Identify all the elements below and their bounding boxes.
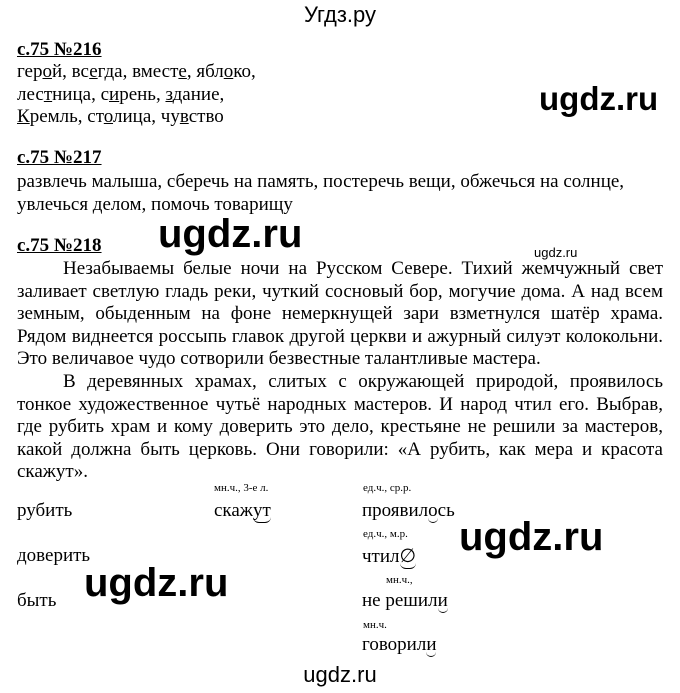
task-217-line-1: развлечь малыша, сберечь на память, постеречь вещи, обжечься на солнце, <box>17 171 625 192</box>
task-218-heading: с.75 №218 <box>17 235 102 256</box>
grammar-note: мн.ч., 3-е л. <box>214 482 269 494</box>
ending-mark: и <box>426 634 437 655</box>
analysis-verb: доверить <box>17 545 91 566</box>
ending-mark: и <box>437 590 448 611</box>
watermark: ugdz.ru <box>539 80 659 117</box>
analysis-form: чтил∅ <box>362 546 417 567</box>
analysis-form: не решили <box>362 590 448 611</box>
task-216-heading: с.75 №216 <box>17 39 102 60</box>
grammar-note: ед.ч., ср.р. <box>363 482 412 494</box>
task-217-line-2: увлечься делом, помочь товарищу <box>17 194 293 215</box>
task-218-paragraph-2: В деревянных храмах, слитых с окружающей природой, проявилось тонкое художественное чутьё народных мастеров. И народ чтил его. Выбрав, где рубить храм и кому доверить это дело, крестьяне не решили за мастеров, какой должна быть церковь. Они говорили: «А рубить, как мера и красота скажут». <box>17 371 663 483</box>
site-footer: ugdz.ru <box>303 662 377 687</box>
watermark: ugdz.ru <box>84 561 229 605</box>
task-216-line-1: герой, всегда, вместе, яблоко, <box>17 61 256 82</box>
watermark: ugdz.ru <box>158 212 303 256</box>
analysis-form: говорили <box>362 634 437 655</box>
analysis-form: скажут <box>214 500 271 521</box>
site-title: Угдз.ру <box>303 2 377 27</box>
analysis-form: проявилось <box>362 500 455 521</box>
grammar-note: ед.ч., м.р. <box>363 528 408 540</box>
analysis-verb: рубить <box>17 500 73 521</box>
ending-mark: о <box>428 500 438 521</box>
watermark: ugdz.ru <box>459 515 604 559</box>
ending-mark: ∅ <box>399 546 417 567</box>
task-216-line-2: лестница, сирень, здание, <box>17 84 225 105</box>
watermark: ugdz.ru <box>534 245 578 260</box>
task-218-paragraph-1: Незабываемы белые ночи на Русском Севере. Тихий жемчужный свет заливает светлую гладь реки, чуткий сосновый бор, могучие дома. А над всем земным, обыденным на фоне немеркнущей зари взметнулся шатёр храма. Рядом виднеется россыпь главок другой церкви и ажурный силуэт колокольни. Это величавое чудо сотворили безвестные талантливые мастера. <box>17 258 663 370</box>
grammar-note: мн.ч. <box>363 619 387 631</box>
task-217-heading: с.75 №217 <box>17 147 102 168</box>
analysis-verb: быть <box>17 590 57 611</box>
task-216-line-3: Кремль, столица, чувство <box>17 106 224 127</box>
grammar-note: мн.ч., <box>386 574 413 586</box>
ending-mark: ут <box>252 500 271 521</box>
